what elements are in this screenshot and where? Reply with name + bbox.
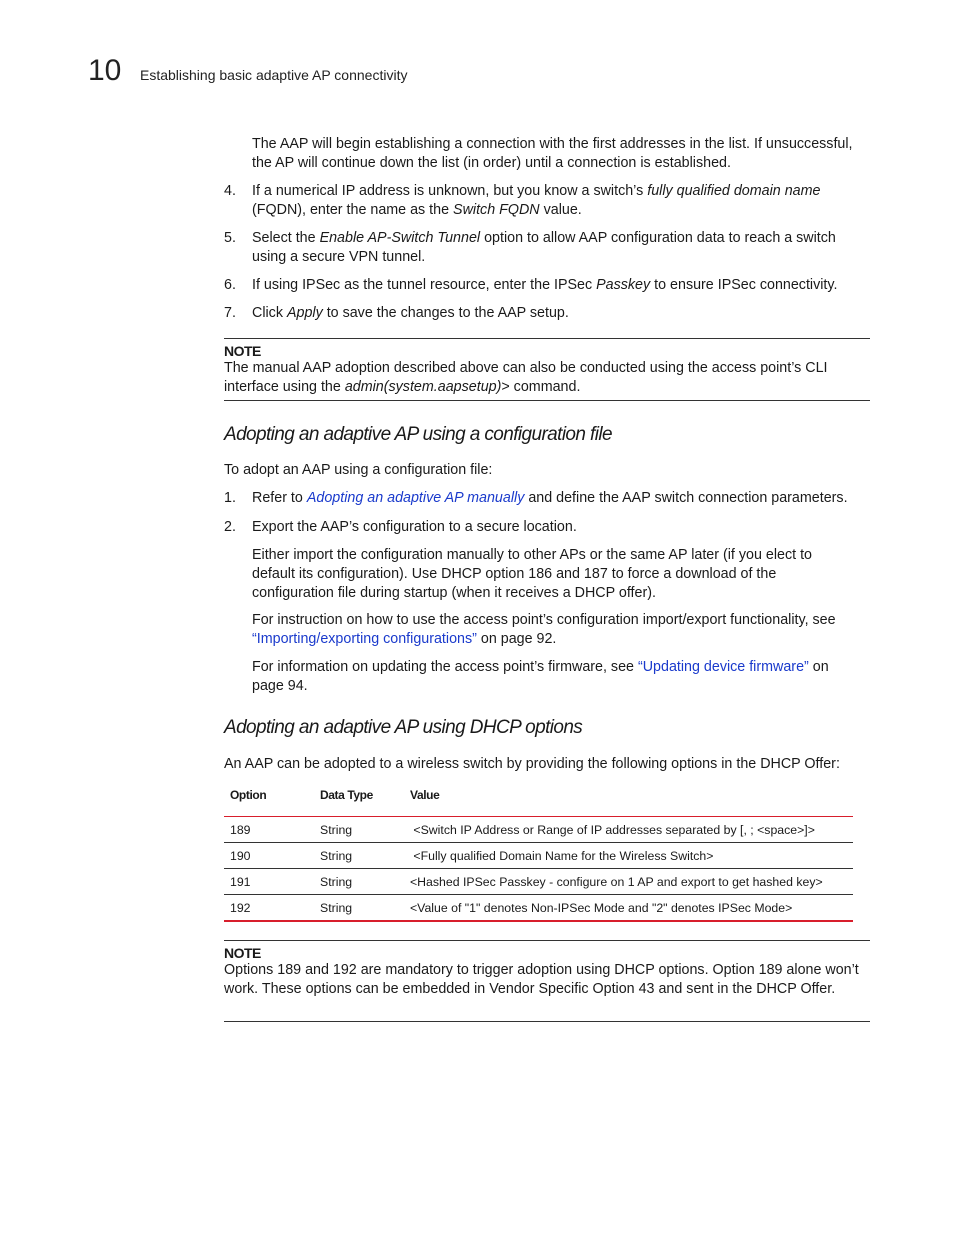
note-text: Options 189 and 192 are mandatory to trigger adoption using DHCP options. Option 189 alone won’t work. These options can be embedded in Vendor Specific Option 43 and sent in the DHCP Offer. xyxy=(224,962,859,997)
step-number: 6. xyxy=(224,277,236,293)
section-heading: Adopting an adaptive AP using a configuration file xyxy=(224,424,612,445)
table-cell: <Value of "1" denotes Non-IPSec Mode and "2" denotes IPSec Mode> xyxy=(404,895,853,922)
note-top-rule xyxy=(224,338,870,339)
table-cell: <Switch IP Address or Range of IP addresses separated by [, ; <space>]> xyxy=(404,817,853,843)
dhcp-options-table xyxy=(224,783,853,922)
section-lead: An AAP can be adopted to a wireless switch by providing the following options in the DHCP Offer: xyxy=(224,756,840,772)
table-cell: 191 xyxy=(224,869,314,895)
step-6-text: If using IPSec as the tunnel resource, enter the IPSec Passkey to ensure IPSec connectivity. xyxy=(252,277,838,293)
step-7-text: Click Apply to save the changes to the AAP setup. xyxy=(252,305,569,321)
column-header: Value xyxy=(404,783,853,817)
table-cell: <Hashed IPSec Passkey - configure on 1 AP and export to get hashed key> xyxy=(404,869,853,895)
table-cell: String xyxy=(314,817,404,843)
table-row xyxy=(224,869,853,895)
step-number: 7. xyxy=(224,305,236,321)
table-row xyxy=(224,895,853,922)
table-cell: 190 xyxy=(224,843,314,869)
section-heading: Adopting an adaptive AP using DHCP options xyxy=(224,717,583,738)
note-text: The manual AAP adoption described above can also be conducted using the access point’s CLI interface using the admin(system.aapsetup)> command. xyxy=(224,360,828,395)
updating-firmware-link[interactable]: “Updating device firmware” xyxy=(637,659,809,675)
chapter-number: 10 xyxy=(88,54,122,87)
table-row xyxy=(224,817,853,843)
intro-paragraph: The AAP will begin establishing a connection with the first addresses in the list. If unsuccessful, the AP will continue down the list (in order) until a connection is established. xyxy=(252,136,853,171)
step-number: 4. xyxy=(224,183,236,199)
step-4-text: If a numerical IP address is unknown, but you know a switch’s fully qualified domain name (FQDN), enter the name as the Switch FQDN value. xyxy=(252,183,821,218)
import-paragraph: Either import the configuration manually to other APs or the same AP later (if you elect to default its configuration). Use DHCP option 186 and 187 to force a download of the configuration file during startup (when it receives a DHCP offer). xyxy=(252,547,812,601)
note-bottom-rule xyxy=(224,400,870,401)
firmware-paragraph: For information on updating the access point’s firmware, see “Updating device firmware” on page 94. xyxy=(252,659,829,694)
note-bottom-rule xyxy=(224,1021,870,1022)
step-2-text: Export the AAP’s configuration to a secure location. xyxy=(252,519,577,535)
chapter-title: Establishing basic adaptive AP connectivity xyxy=(140,67,408,83)
table-row xyxy=(224,843,853,869)
step-number: 1. xyxy=(224,490,236,506)
adopting-manually-link[interactable]: Adopting an adaptive AP manually xyxy=(306,490,525,506)
importing-exporting-link[interactable]: “Importing/exporting configurations” xyxy=(252,631,477,647)
note-heading: NOTE xyxy=(224,945,261,961)
table-cell: String xyxy=(314,869,404,895)
table-cell: 189 xyxy=(224,817,314,843)
table-cell: String xyxy=(314,895,404,922)
note-heading: NOTE xyxy=(224,343,261,359)
step-5-text: Select the Enable AP-Switch Tunnel option to allow AAP configuration data to reach a switch using a secure VPN tunnel. xyxy=(252,230,836,265)
table-header-row xyxy=(224,783,853,817)
note-top-rule xyxy=(224,940,870,941)
step-number: 5. xyxy=(224,230,236,246)
section-lead: To adopt an AAP using a configuration file: xyxy=(224,462,493,478)
column-header: Option xyxy=(224,783,314,817)
step-number: 2. xyxy=(224,519,236,535)
table-cell: <Fully qualified Domain Name for the Wireless Switch> xyxy=(404,843,853,869)
table-cell: String xyxy=(314,843,404,869)
column-header: Data Type xyxy=(314,783,404,817)
import-export-paragraph: For instruction on how to use the access point’s configuration import/export functionality, see “Importing/exporting configurations” on page 92. xyxy=(252,612,836,647)
step-1-text: Refer to Adopting an adaptive AP manually and define the AAP switch connection parameters. xyxy=(252,490,848,506)
table-cell: 192 xyxy=(224,895,314,922)
